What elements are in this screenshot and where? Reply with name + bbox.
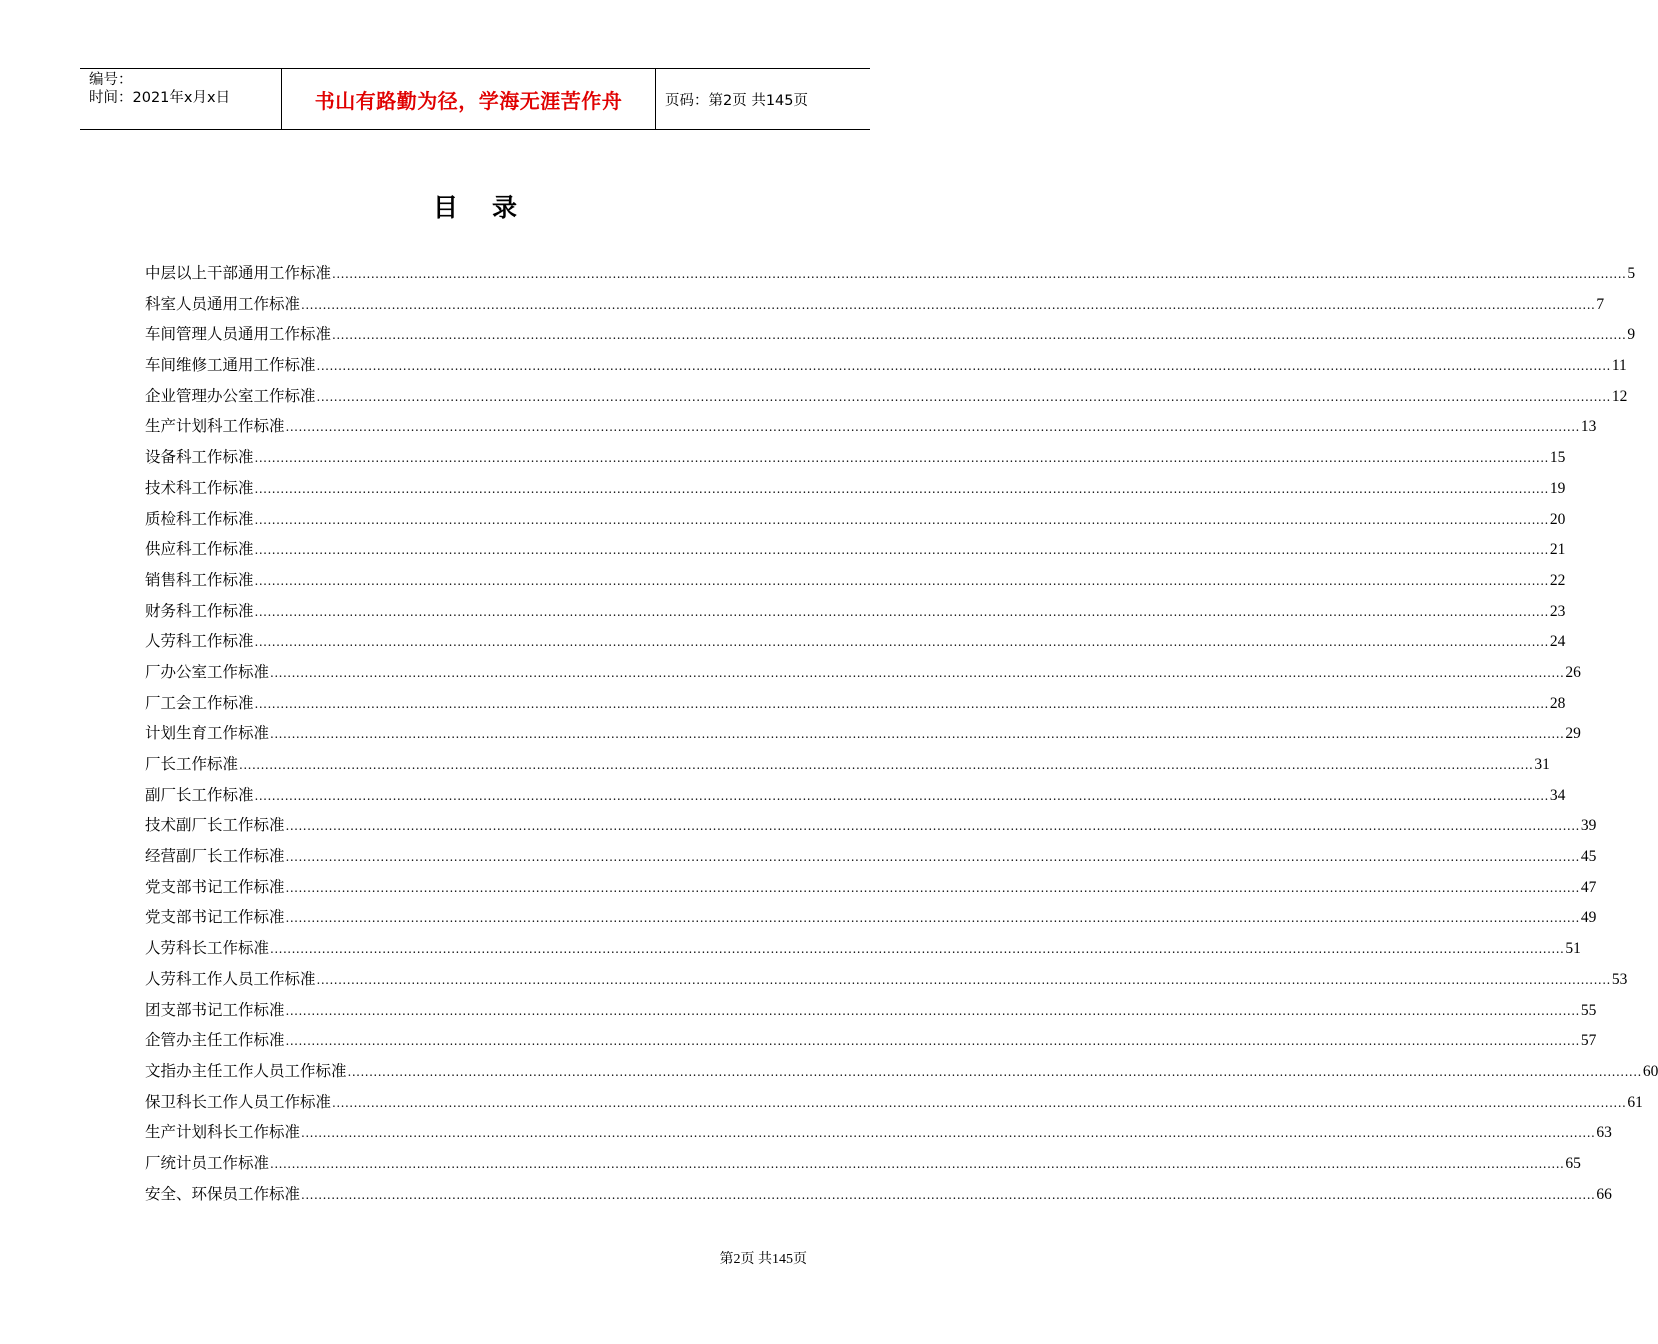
toc-entry-label: 车间管理人员通用工作标准 — [145, 325, 332, 344]
toc-entry-page: 47 — [1580, 878, 1597, 896]
toc-entry[interactable] — [145, 780, 1566, 811]
toc-entry[interactable] — [145, 718, 1581, 749]
toc-entry[interactable] — [145, 289, 1605, 320]
toc-entry-label: 科室人员通用工作标准 — [145, 294, 301, 313]
toc-dot-leader: ............................................................................................................................................................................................................................................................................................................ — [254, 788, 1549, 803]
toc-entry-label: 计划生育工作标准 — [145, 724, 270, 743]
toc-entry[interactable] — [145, 688, 1566, 719]
page-footer: 第2页 共145页 — [719, 1252, 807, 1267]
toc-entry[interactable] — [145, 565, 1566, 596]
document-time: 时间：2021年x月x日 — [89, 90, 231, 106]
toc-entry[interactable] — [145, 596, 1566, 627]
toc-dot-leader: ............................................................................................................................................................................................................................................................................................................ — [285, 911, 1580, 926]
toc-entry-page: 63 — [1596, 1124, 1612, 1142]
toc-entry-label: 厂长工作标准 — [145, 755, 239, 773]
toc-entry[interactable] — [145, 657, 1581, 688]
page-header — [80, 68, 870, 130]
toc-entry-label: 生产计划科长工作标准 — [145, 1123, 301, 1142]
toc-dot-leader: ............................................................................................................................................................................................................................................................................................................ — [270, 1156, 1565, 1171]
toc-dot-leader: ............................................................................................................................................................................................................................................................................................................ — [270, 665, 1565, 680]
toc-dot-leader: ............................................................................................................................................................................................................................................................................................................ — [301, 1187, 1596, 1202]
toc-entry-page: 55 — [1580, 1001, 1597, 1019]
toc-entry-page: 23 — [1549, 602, 1566, 620]
toc-entry-label: 团支部书记工作标准 — [145, 1000, 285, 1019]
toc-entry[interactable] — [145, 1025, 1597, 1056]
toc-entry[interactable] — [145, 1117, 1612, 1148]
toc-entry[interactable] — [145, 411, 1597, 442]
toc-entry[interactable] — [145, 1087, 1643, 1118]
toc-dot-leader: ............................................................................................................................................................................................................................................................................................................ — [270, 727, 1565, 742]
toc-entry[interactable] — [145, 473, 1566, 504]
toc-dot-leader: ............................................................................................................................................................................................................................................................................................................ — [254, 451, 1549, 466]
toc-entry-page: 39 — [1580, 817, 1597, 835]
toc-entry-page: 49 — [1580, 909, 1597, 927]
toc-dot-leader: ............................................................................................................................................................................................................................................................................................................ — [301, 1126, 1596, 1141]
toc-dot-leader: ............................................................................................................................................................................................................................................................................................................ — [316, 359, 1611, 374]
toc-dot-leader: ............................................................................................................................................................................................................................................................................................................ — [347, 1064, 1642, 1079]
toc-entry-page: 28 — [1549, 694, 1566, 712]
toc-dot-leader: ............................................................................................................................................................................................................................................................................................................ — [285, 850, 1580, 865]
toc-entry[interactable] — [145, 1056, 1658, 1087]
toc-dot-leader: ............................................................................................................................................................................................................................................................................................................ — [270, 942, 1565, 957]
toc-entry[interactable] — [145, 749, 1550, 780]
toc-entry[interactable] — [145, 995, 1597, 1026]
toc-entry-page: 5 — [1627, 265, 1636, 282]
toc-entry[interactable] — [145, 810, 1597, 841]
toc-entry[interactable] — [145, 626, 1566, 657]
toc-entry-page: 51 — [1565, 940, 1581, 958]
header-page-info: 页码：第2页 共145页 — [665, 92, 809, 109]
toc-dot-leader: ............................................................................................................................................................................................................................................................................................................ — [239, 758, 1534, 772]
toc-dot-leader: ............................................................................................................................................................................................................................................................................................................ — [285, 819, 1580, 834]
toc-dot-leader: ............................................................................................................................................................................................................................................................................................................ — [254, 696, 1549, 711]
toc-entry-label: 企管办主任工作标准 — [145, 1031, 285, 1050]
toc-entry[interactable] — [145, 350, 1627, 381]
toc-entry[interactable] — [145, 872, 1597, 903]
toc-dot-leader: ............................................................................................................................................................................................................................................................................................................ — [332, 1095, 1627, 1110]
toc-dot-leader: ............................................................................................................................................................................................................................................................................................................ — [254, 573, 1549, 588]
toc-entry-page: 65 — [1565, 1154, 1581, 1172]
toc-entry-page: 7 — [1596, 295, 1605, 313]
toc-entry[interactable] — [145, 319, 1636, 350]
toc-entry-label: 人劳科工作人员工作标准 — [145, 969, 316, 988]
toc-entry[interactable] — [145, 258, 1636, 289]
toc-entry-page: 13 — [1580, 418, 1597, 436]
toc-entry-page: 12 — [1611, 387, 1628, 405]
toc-entry[interactable] — [145, 933, 1581, 964]
toc-entry[interactable] — [145, 841, 1597, 872]
toc-dot-leader: ............................................................................................................................................................................................................................................................................................................ — [301, 297, 1596, 312]
toc-entry-page: 66 — [1596, 1185, 1612, 1203]
toc-entry-label: 人劳科长工作标准 — [145, 939, 270, 958]
table-of-contents — [145, 258, 1658, 1209]
toc-entry-label: 技术副厂长工作标准 — [145, 816, 285, 835]
toc-entry-page: 15 — [1549, 449, 1566, 467]
toc-dot-leader: ............................................................................................................................................................................................................................................................................................................ — [332, 267, 1627, 281]
toc-entry-page: 21 — [1549, 541, 1566, 559]
toc-entry[interactable] — [145, 534, 1566, 565]
toc-entry[interactable] — [145, 902, 1597, 933]
toc-dot-leader: ............................................................................................................................................................................................................................................................................................................ — [254, 543, 1549, 558]
toc-entry[interactable] — [145, 504, 1566, 535]
toc-title: 目录 — [432, 193, 551, 222]
toc-entry-label: 党支部书记工作标准 — [145, 908, 285, 927]
toc-dot-leader: ............................................................................................................................................................................................................................................................................................................ — [316, 972, 1611, 987]
toc-entry-page: 53 — [1611, 970, 1628, 988]
toc-dot-leader: ............................................................................................................................................................................................................................................................................................................ — [332, 328, 1627, 343]
toc-entry-label: 厂工会工作标准 — [145, 693, 254, 712]
toc-entry-label: 车间维修工通用工作标准 — [145, 356, 316, 375]
toc-entry[interactable] — [145, 442, 1566, 473]
toc-entry-page: 29 — [1565, 725, 1581, 743]
toc-dot-leader: ............................................................................................................................................................................................................................................................................................................ — [285, 1034, 1580, 1049]
toc-entry-label: 企业管理办公室工作标准 — [145, 386, 316, 405]
toc-entry-label: 销售科工作标准 — [145, 570, 254, 589]
toc-entry-page: 31 — [1534, 756, 1550, 773]
toc-entry-label: 文指办主任工作人员工作标准 — [145, 1061, 347, 1080]
toc-entry-label: 设备科工作标准 — [145, 448, 254, 467]
toc-entry-label: 技术科工作标准 — [145, 478, 254, 497]
toc-entry-label: 安全、环保员工作标准 — [145, 1184, 301, 1203]
toc-entry-page: 24 — [1549, 633, 1566, 651]
toc-entry-label: 人劳科工作标准 — [145, 632, 254, 651]
toc-dot-leader: ............................................................................................................................................................................................................................................................................................................ — [285, 420, 1580, 435]
toc-dot-leader: ............................................................................................................................................................................................................................................................................................................ — [316, 389, 1611, 404]
toc-entry-label: 生产计划科工作标准 — [145, 417, 285, 436]
toc-entry-page: 19 — [1549, 479, 1566, 497]
toc-entry-label: 副厂长工作标准 — [145, 785, 254, 804]
toc-entry-label: 厂统计员工作标准 — [145, 1153, 270, 1172]
toc-entry-page: 34 — [1549, 786, 1566, 804]
header-meta — [80, 69, 282, 129]
toc-entry-label: 供应科工作标准 — [145, 540, 254, 559]
toc-dot-leader: ............................................................................................................................................................................................................................................................................................................ — [285, 880, 1580, 895]
toc-entry[interactable] — [145, 1179, 1612, 1210]
toc-dot-leader: ............................................................................................................................................................................................................................................................................................................ — [254, 512, 1549, 527]
toc-entry[interactable] — [145, 381, 1628, 412]
toc-entry-label: 财务科工作标准 — [145, 601, 254, 620]
toc-entry-page: 60 — [1642, 1062, 1658, 1080]
toc-entry-page: 22 — [1549, 571, 1566, 589]
header-motto: 书山有路勤为径，学海无涯苦作舟 — [282, 69, 656, 129]
toc-entry-page: 45 — [1580, 848, 1597, 866]
toc-entry-page: 26 — [1565, 663, 1581, 681]
toc-entry-label: 保卫科长工作人员工作标准 — [145, 1092, 332, 1111]
toc-entry-label: 党支部书记工作标准 — [145, 877, 285, 896]
toc-dot-leader: ............................................................................................................................................................................................................................................................................................................ — [254, 635, 1549, 650]
toc-entry-page: 9 — [1627, 326, 1636, 344]
toc-dot-leader: ............................................................................................................................................................................................................................................................................................................ — [254, 604, 1549, 619]
toc-entry-page: 61 — [1627, 1093, 1643, 1111]
toc-dot-leader: ............................................................................................................................................................................................................................................................................................................ — [254, 481, 1549, 496]
toc-entry-label: 质检科工作标准 — [145, 509, 254, 528]
toc-entry-label: 经营副厂长工作标准 — [145, 847, 285, 866]
toc-entry-page: 11 — [1611, 357, 1627, 375]
toc-entry[interactable] — [145, 1148, 1581, 1179]
toc-entry-page: 57 — [1580, 1032, 1597, 1050]
toc-entry[interactable] — [145, 964, 1628, 995]
toc-entry-page: 20 — [1549, 510, 1566, 528]
document-number-label: 编号： — [89, 72, 133, 88]
toc-dot-leader: ............................................................................................................................................................................................................................................................................................................ — [285, 1003, 1580, 1018]
toc-entry-label: 中层以上干部通用工作标准 — [145, 264, 332, 282]
toc-entry-label: 厂办公室工作标准 — [145, 662, 270, 681]
